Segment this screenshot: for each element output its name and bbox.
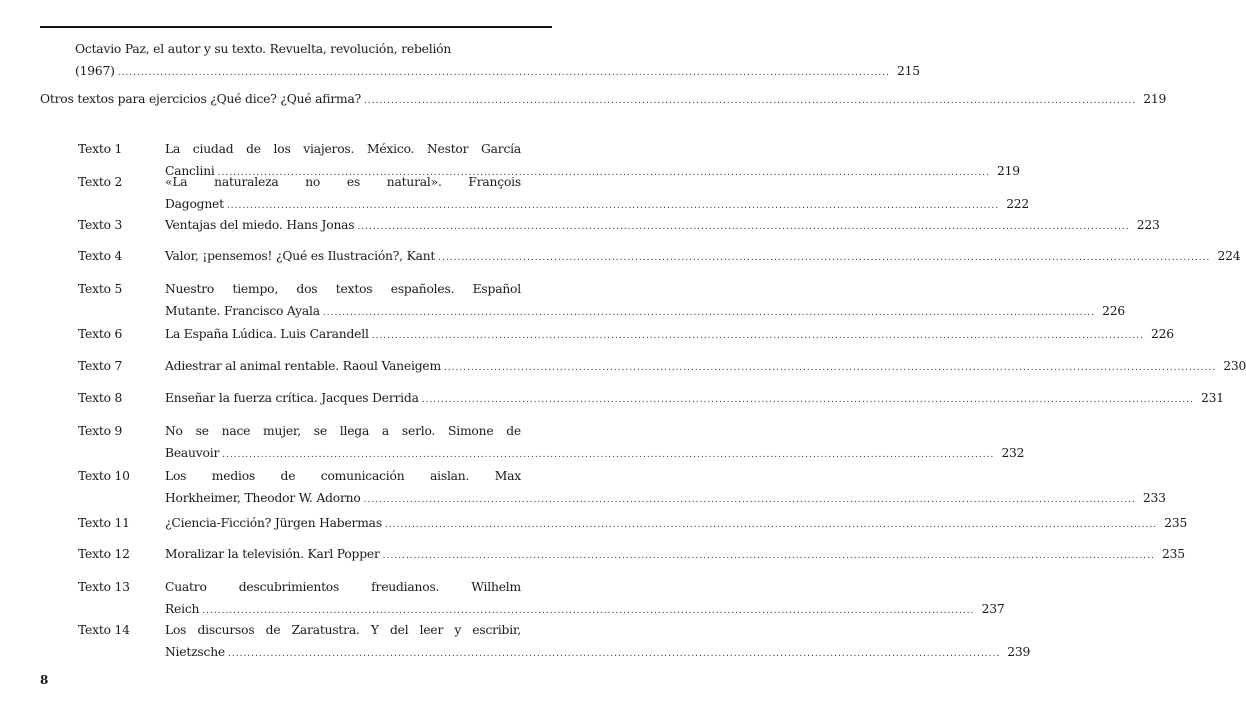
toc-item-title: Mutante. Francisco Ayala xyxy=(165,304,320,318)
toc-item[interactable] xyxy=(165,387,1224,409)
dot-leader: ........................................................................................................................................................................................................ xyxy=(117,68,890,78)
toc-item-title: Moralizar la televisión. Karl Popper xyxy=(165,547,380,561)
dot-leader: ........................................................................................................................................................................................................ xyxy=(421,395,1194,405)
toc-item-leader-line xyxy=(165,193,1030,215)
page-number: 232 xyxy=(1001,446,1025,460)
toc-item-label: Texto 8 xyxy=(78,391,123,405)
toc-item-label: Texto 7 xyxy=(78,359,123,373)
toc-item-title: Adiestrar al animal rentable. Raoul Vaneigem xyxy=(165,359,441,373)
dot-leader: ........................................................................................................................................................................................................ xyxy=(217,168,990,178)
dot-leader: ........................................................................................................................................................................................................ xyxy=(222,450,995,460)
toc-item-leader-line xyxy=(165,442,1025,464)
page-number: 219 xyxy=(1143,92,1167,106)
page-number: 222 xyxy=(1006,197,1030,211)
toc-item-label: Texto 2 xyxy=(78,175,123,189)
toc-item-label: Texto 11 xyxy=(78,516,130,530)
toc-item-title-line1: «La naturaleza no es natural». François xyxy=(165,175,521,189)
dot-leader: ........................................................................................................................................................................................................ xyxy=(357,222,1130,232)
toc-item-title-line1: No se nace mujer, se llega a serlo. Simone de xyxy=(165,424,521,438)
toc-item-title: Nietzsche xyxy=(165,645,225,659)
toc-item-label: Texto 10 xyxy=(78,469,130,483)
footer-page-number: 8 xyxy=(40,673,49,687)
dot-leader: ........................................................................................................................................................................................................ xyxy=(363,96,1137,106)
toc-item-label: Texto 9 xyxy=(78,424,123,438)
toc-item-title: Horkheimer, Theodor W. Adorno xyxy=(165,491,361,505)
toc-item[interactable] xyxy=(165,355,1246,377)
toc-item-leader-line xyxy=(165,487,1166,509)
dot-leader: ........................................................................................................................................................................................................ xyxy=(443,363,1217,373)
toc-item-title-line1: Nuestro tiempo, dos textos españoles. Español xyxy=(165,282,521,296)
toc-item-title-line1: La ciudad de los viajeros. México. Nestor García xyxy=(165,142,521,156)
toc-item-title: La España Lúdica. Luis Carandell xyxy=(165,327,369,341)
page-number: 237 xyxy=(981,602,1005,616)
header-rule xyxy=(40,26,552,28)
toc-item-leader-line xyxy=(165,245,1241,267)
page-number: 226 xyxy=(1102,304,1126,318)
dot-leader: ........................................................................................................................................................................................................ xyxy=(382,551,1155,561)
toc-item-title: Beauvoir xyxy=(165,446,220,460)
toc-entry-octavio-paz[interactable] xyxy=(75,38,920,82)
toc-item-title: Canclini xyxy=(165,164,215,178)
page-number: 239 xyxy=(1007,645,1031,659)
page-number: 226 xyxy=(1151,327,1174,341)
page-number: 235 xyxy=(1164,516,1188,530)
dot-leader: ........................................................................................................................................................................................................ xyxy=(384,520,1158,530)
toc-item-label: Texto 14 xyxy=(78,623,130,637)
toc-item-label: Texto 1 xyxy=(78,142,123,156)
toc-item[interactable] xyxy=(165,543,1185,565)
entry-title-line2 xyxy=(75,60,920,82)
entry-title-continued: (1967) xyxy=(75,64,115,78)
toc-item-title: Reich xyxy=(165,602,200,616)
page-number: 230 xyxy=(1223,359,1246,373)
toc-item-title: Ventajas del miedo. Hans Jonas xyxy=(165,218,355,232)
toc-item-title-line1: Los medios de comunicación aislan. Max xyxy=(165,469,521,483)
toc-item[interactable] xyxy=(165,512,1188,534)
toc-item-label: Texto 13 xyxy=(78,580,130,594)
toc-item-title-line1: Cuatro descubrimientos freudianos. Wilhelm xyxy=(165,580,521,594)
toc-item-label: Texto 6 xyxy=(78,327,123,341)
page-number: 233 xyxy=(1142,491,1166,505)
section-line xyxy=(40,88,1167,110)
toc-item-leader-line xyxy=(165,387,1224,409)
toc-item[interactable] xyxy=(165,245,1241,267)
toc-item-leader-line xyxy=(165,543,1185,565)
toc-item-title: Dagognet xyxy=(165,197,224,211)
toc-item-title: Enseñar la fuerza crítica. Jacques Derrida xyxy=(165,391,419,405)
page-number: 223 xyxy=(1136,218,1160,232)
toc-item-leader-line xyxy=(165,355,1246,377)
toc-item-label: Texto 3 xyxy=(78,218,123,232)
toc-item[interactable] xyxy=(165,619,1031,663)
page-number: 224 xyxy=(1217,249,1241,263)
dot-leader: ........................................................................................................................................................................................................ xyxy=(371,331,1144,341)
toc-item-label: Texto 12 xyxy=(78,547,130,561)
toc-item-leader-line xyxy=(165,323,1174,345)
toc-item[interactable] xyxy=(165,465,1166,509)
entry-title-line1: Octavio Paz, el autor y su texto. Revuelta, revolución, rebelión xyxy=(75,42,452,56)
toc-item-leader-line xyxy=(165,512,1188,534)
dot-leader: ........................................................................................................................................................................................................ xyxy=(438,253,1211,263)
toc-item[interactable] xyxy=(165,323,1174,345)
page-number: 235 xyxy=(1161,547,1185,561)
page-number: 215 xyxy=(897,64,920,78)
toc-section-otros-textos[interactable] xyxy=(40,88,1167,110)
page-number: 219 xyxy=(996,164,1020,178)
toc-item-title-line1: Los discursos de Zaratustra. Y del leer y escribir, xyxy=(165,623,521,637)
dot-leader: ........................................................................................................................................................................................................ xyxy=(228,649,1001,659)
toc-item-leader-line xyxy=(165,598,1005,620)
toc-item-leader-line xyxy=(165,641,1031,663)
dot-leader: ........................................................................................................................................................................................................ xyxy=(322,308,1096,318)
toc-item-label: Texto 5 xyxy=(78,282,123,296)
toc-item[interactable] xyxy=(165,278,1126,322)
toc-item-title: ¿Ciencia-Ficción? Jürgen Habermas xyxy=(165,516,382,530)
toc-item[interactable] xyxy=(165,576,1005,620)
dot-leader: ........................................................................................................................................................................................................ xyxy=(226,201,1000,211)
toc-item[interactable] xyxy=(165,214,1160,236)
dot-leader: ........................................................................................................................................................................................................ xyxy=(202,606,975,616)
toc-item-label: Texto 4 xyxy=(78,249,123,263)
toc-item-leader-line xyxy=(165,300,1126,322)
dot-leader: ........................................................................................................................................................................................................ xyxy=(363,495,1136,505)
section-title: Otros textos para ejercicios ¿Qué dice? ¿Qué afirma? xyxy=(40,92,361,106)
toc-item-title: Valor, ¡pensemos! ¿Qué es Ilustración?, Kant xyxy=(165,249,436,263)
toc-item-leader-line xyxy=(165,214,1160,236)
page-number: 231 xyxy=(1201,391,1224,405)
toc-item[interactable] xyxy=(165,420,1025,464)
